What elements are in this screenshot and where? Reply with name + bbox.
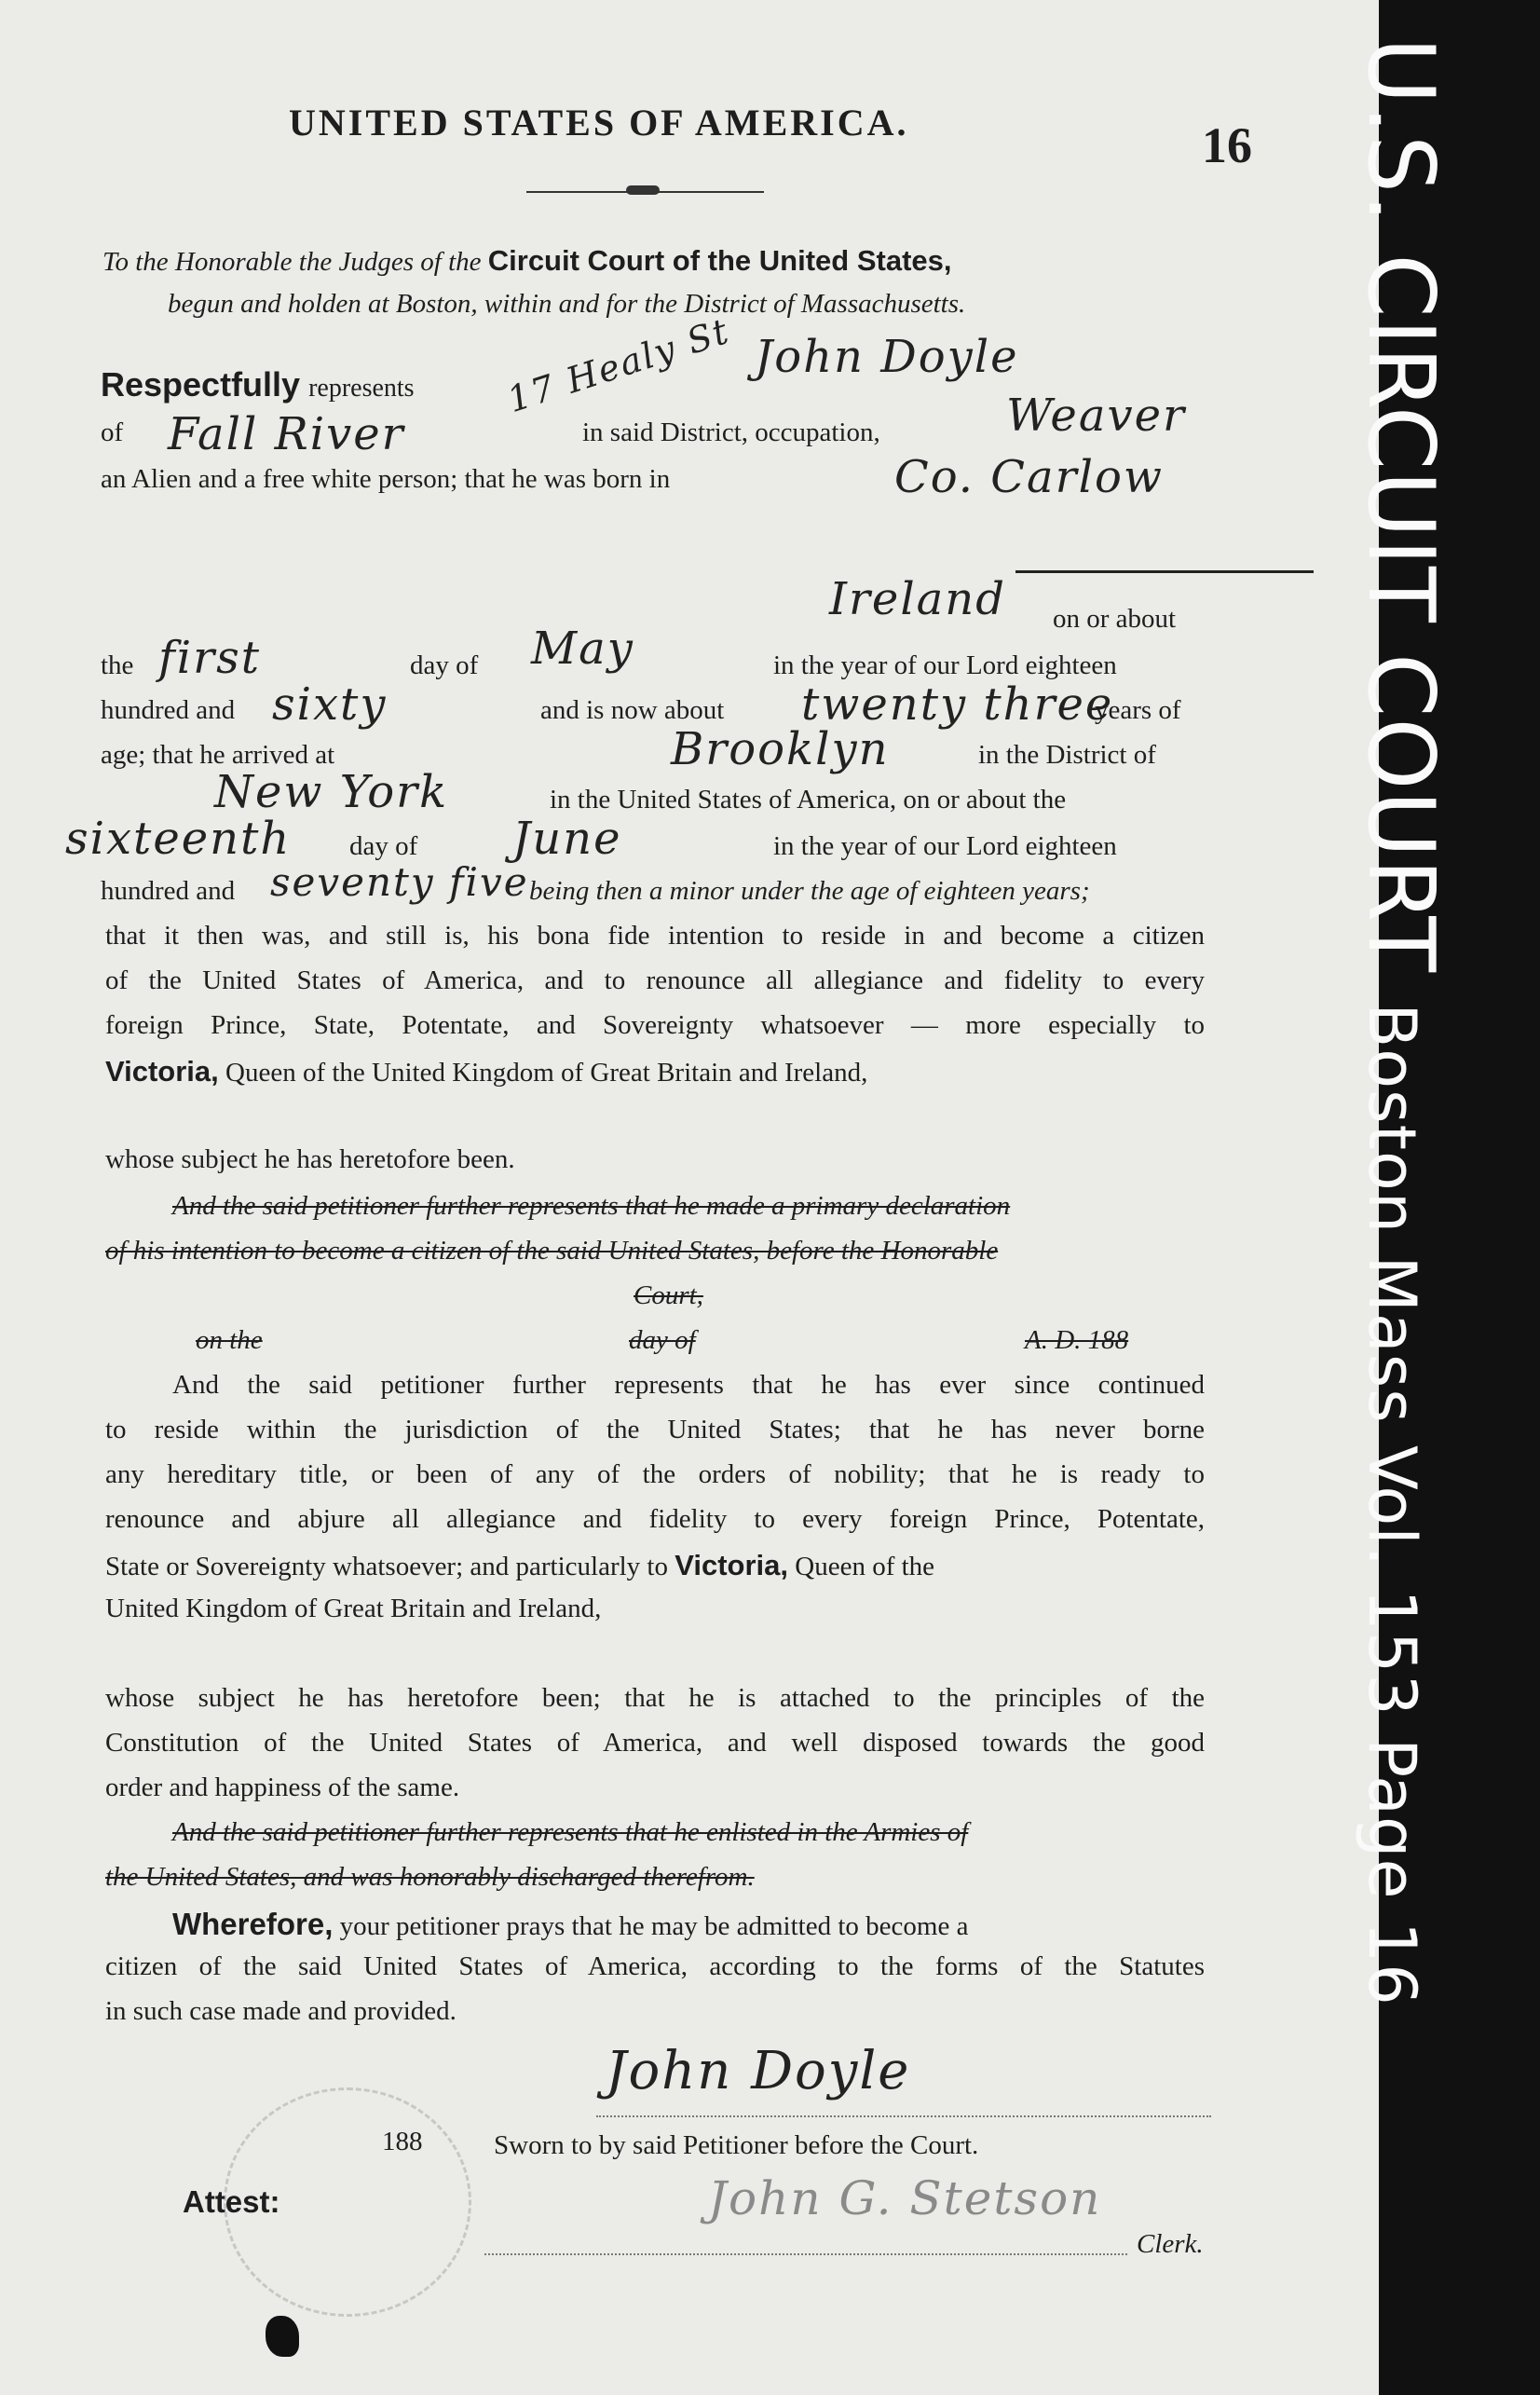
hw-birthplace: Co. Carlow: [894, 451, 1164, 503]
struck-declaration-2: of his intention to become a citizen of the said United States, before the Honorable: [105, 1236, 999, 1266]
struck-ad: A. D. 188: [1025, 1325, 1129, 1355]
label-age-arrived: age; that he arrived at: [101, 740, 335, 770]
hw-arrival-day: sixteenth: [65, 813, 292, 865]
respectfully-heading: Respectfully represents: [101, 365, 415, 404]
label-year-of-lord: in the year of our Lord eighteen: [773, 650, 1117, 680]
document-title: UNITED STATES OF AMERICA.: [289, 102, 909, 144]
residence-2: to reside within the jurisdiction of the United States; that he has never borne: [105, 1415, 1205, 1444]
wherefore-1: Wherefore, your petitioner prays that he may be admitted to become a: [172, 1907, 969, 1941]
label-on-or-about: on or about: [1053, 604, 1177, 634]
archive-label: U.S. CIRCUIT COURT Boston Mass Vol. 153 Page 16: [1347, 37, 1453, 2006]
alien-line: an Alien and a free white person; that he was born in: [101, 464, 671, 494]
label-in-district-of: in the District of: [978, 740, 1156, 770]
label-is-now-about: and is now about: [540, 695, 725, 725]
address-line-2: begun and holden at Boston, within and for the District of Massachusetts.: [168, 289, 966, 319]
attached-3: order and happiness of the same.: [105, 1772, 460, 1802]
label-day-of-2: day of: [349, 831, 418, 861]
hw-arrival-month: June: [512, 813, 622, 865]
struck-on-the: on the: [196, 1325, 263, 1355]
ink-blot: [266, 2316, 299, 2357]
wherefore-3: in such case made and provided.: [105, 1996, 457, 2026]
residence-4: renounce and abjure all allegiance and fidelity to every foreign Prince, Potentate,: [105, 1504, 1205, 1534]
attached-1: whose subject he has heretofore been; that he is attached to the principles of the: [105, 1683, 1205, 1713]
struck-day-of: day of: [629, 1325, 696, 1355]
wherefore-2: citizen of the said United States of America, according to the forms of the Statutes: [105, 1951, 1205, 1981]
paragraph-intention-1: that it then was, and still is, his bona fide intention to reside in and become a citizen: [105, 921, 1205, 951]
clerk-line: [484, 2253, 1127, 2255]
address-line-1: To the Honorable the Judges of the Circuit Court of the United States,: [102, 244, 952, 277]
label-the: the: [101, 650, 134, 680]
label-in-us-on-about: in the United States of America, on or about the: [550, 785, 1067, 814]
hw-birth-month: May: [531, 623, 634, 675]
attest-label: Attest:: [183, 2184, 280, 2219]
hw-occupation: Weaver: [1006, 390, 1186, 442]
hw-birth-day: first: [158, 632, 261, 684]
label-hundred-and: hundred and: [101, 695, 236, 725]
residence-6: United Kingdom of Great Britain and Ireland,: [105, 1594, 602, 1623]
minor-clause: being then a minor under the age of eighteen years;: [529, 876, 1090, 906]
petitioner-signature: John Doyle: [606, 2041, 911, 2101]
hw-arrival-port: Brooklyn: [671, 723, 890, 775]
clerk-label: Clerk.: [1137, 2229, 1204, 2259]
hw-street: 17 Healy St: [502, 309, 735, 421]
label-years-of: years of: [1095, 695, 1181, 725]
label-year-of-lord-2: in the year of our Lord eighteen: [773, 831, 1117, 861]
sworn-year: 188: [382, 2127, 423, 2156]
signature-line: [596, 2115, 1211, 2117]
ink-stroke: [1015, 570, 1314, 573]
label-hundred-and-2: hundred and: [101, 876, 236, 906]
hw-town: Fall River: [168, 408, 405, 460]
residence-1: And the said petitioner further represents that he has ever since continued: [172, 1370, 1205, 1400]
paragraph-intention-4: Victoria, Queen of the United Kingdom of Great Britain and Ireland,: [105, 1055, 868, 1088]
residence-5: State or Sovereignty whatsoever; and particularly to Victoria, Queen of the: [105, 1549, 935, 1581]
residence-3: any hereditary title, or been of any of the orders of nobility; that he is ready to: [105, 1459, 1205, 1489]
paragraph-intention-2: of the United States of America, and to renounce all allegiance and fidelity to every: [105, 965, 1205, 995]
label-day-of: day of: [410, 650, 479, 680]
struck-declaration-1: And the said petitioner further represents that he made a primary declaration: [172, 1191, 1011, 1221]
hw-birth-year: sixty: [272, 678, 388, 731]
sworn-statement: Sworn to by said Petitioner before the Court.: [494, 2130, 979, 2160]
divider-ornament: [626, 185, 660, 195]
paragraph-intention-5: whose subject he has heretofore been.: [105, 1144, 515, 1174]
struck-enlistment-1: And the said petitioner further represents that he enlisted in the Armies of: [172, 1817, 969, 1847]
hw-arrival-year: seventy five: [270, 859, 529, 905]
page-number: 16: [1202, 117, 1252, 173]
hw-age: twenty three: [801, 678, 1114, 731]
hw-arrival-state: New York: [214, 766, 449, 818]
struck-declaration-3: Court,: [634, 1280, 703, 1310]
label-in-said-district: in said District, occupation,: [582, 417, 880, 447]
attached-2: Constitution of the United States of America, and well disposed towards the good: [105, 1728, 1205, 1758]
hw-petitioner-name: John Doyle: [755, 331, 1019, 383]
struck-enlistment-2: the United States, and was honorably discharged therefrom.: [105, 1862, 755, 1892]
label-of: of: [101, 417, 124, 447]
paragraph-intention-3: foreign Prince, State, Potentate, and Sovereignty whatsoever — more especially to: [105, 1010, 1205, 1040]
hw-country: Ireland: [829, 573, 1006, 625]
clerk-signature: John G. Stetson: [708, 2171, 1102, 2225]
